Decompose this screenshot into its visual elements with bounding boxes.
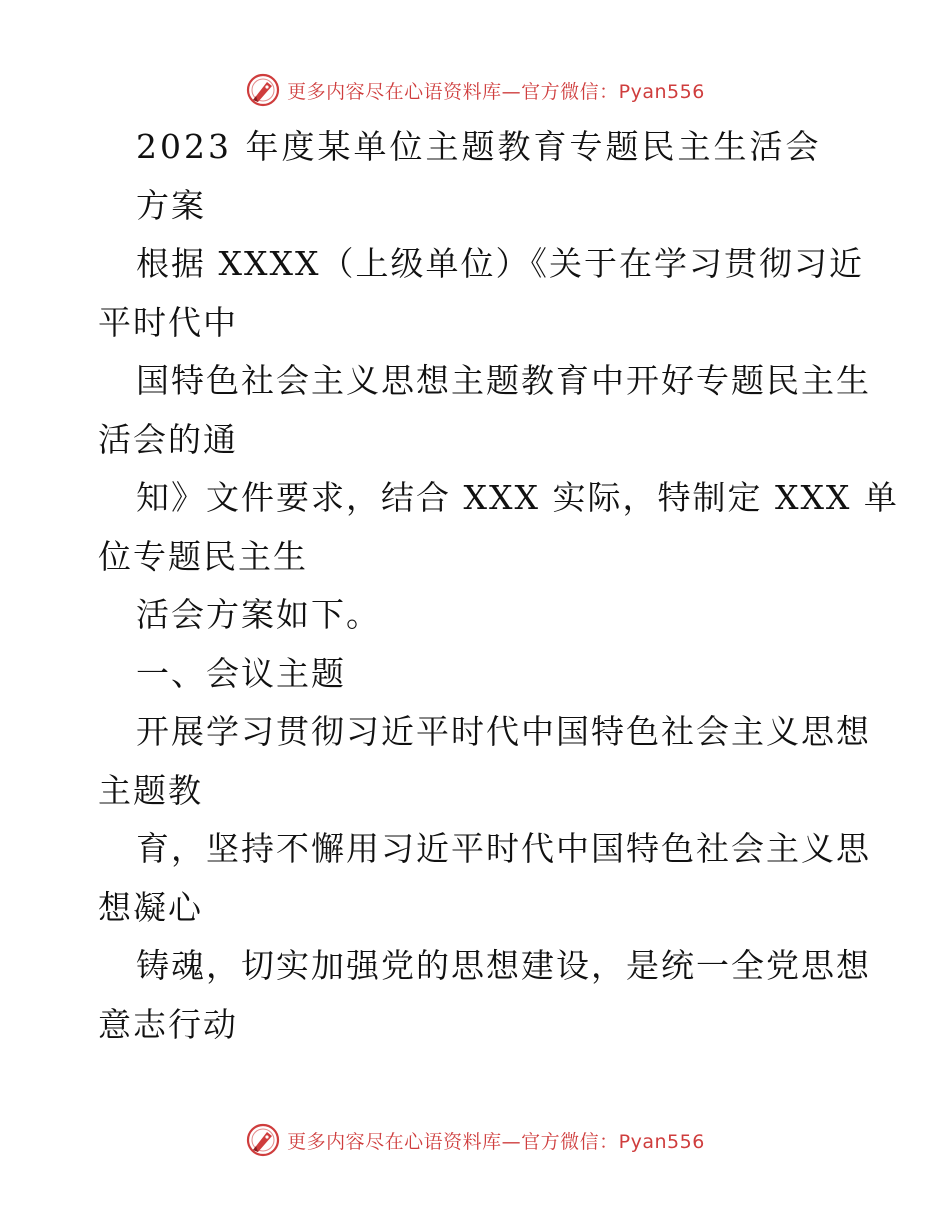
text-line: 一、会议主题 (136, 653, 346, 693)
document-body (98, 118, 899, 1054)
text-line: 位专题民主生 (98, 536, 308, 576)
text-line: 意志行动 (98, 1004, 238, 1044)
text-line: 根据 XXXX（上级单位）《关于在学习贯彻习近 (136, 244, 864, 283)
watermark-text: 更多内容尽在心语资料库—官方微信：Pyan556 (287, 1130, 705, 1153)
footer-watermark (0, 1120, 950, 1160)
text-line: 活会方案如下。 (136, 595, 381, 634)
text-line: 国特色社会主义思想主题教育中开好专题民主生 (136, 361, 871, 400)
header-watermark (0, 70, 950, 110)
text-line: 开展学习贯彻习近平时代中国特色社会主义思想 (136, 712, 871, 751)
pen-nib-logo-icon (245, 1122, 281, 1158)
text-line: 方案 (136, 185, 206, 225)
text-line: 主题教 (98, 770, 203, 810)
text-line: 铸魂，切实加强党的思想建设，是统一全党思想 (136, 946, 871, 985)
text-line: 活会的通 (98, 419, 238, 459)
text-line: 知》文件要求，结合 XXX 实际，特制定 XXX 单 (136, 478, 899, 517)
text-line: 2023 年度某单位主题教育专题民主生活会 (136, 127, 822, 166)
text-line: 平时代中 (98, 302, 238, 342)
text-line: 育，坚持不懈用习近平时代中国特色社会主义思 (136, 829, 871, 868)
pen-nib-logo-icon (245, 72, 281, 108)
watermark-text: 更多内容尽在心语资料库—官方微信：Pyan556 (287, 80, 705, 103)
text-line: 想凝心 (98, 887, 203, 927)
